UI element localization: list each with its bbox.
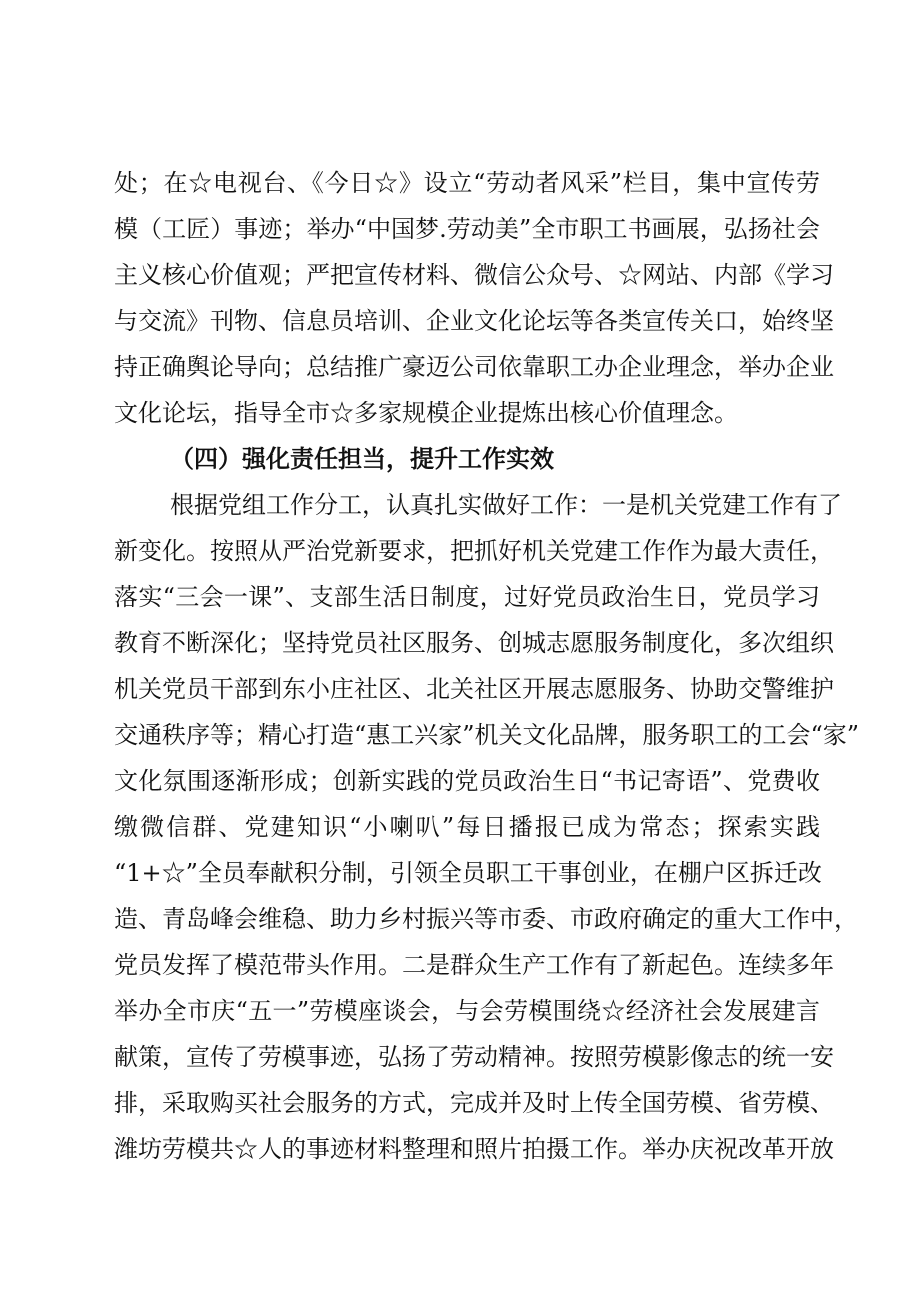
text-line: 与交流》刊物、信息员培训、企业文化论坛等各类宣传关口，始终坚: [114, 307, 834, 335]
text-line: 处；在☆电视台、《今日☆》设立“劳动者风采”栏目，集中宣传劳: [114, 169, 820, 197]
text-line: 新变化。按照从严治党新要求，把抓好机关党建工作作为最大责任，: [114, 537, 834, 565]
text-line: 根据党组工作分工，认真扎实做好工作：一是机关党建工作有了: [170, 491, 842, 519]
text-line: 模（工匠）事迹；举办“中国梦.劳动美”全市职工书画展，弘扬社会: [114, 215, 820, 243]
text-line: 机关党员干部到东小庄社区、北关社区开展志愿服务、协助交警维护: [114, 675, 834, 703]
text-line: “1+☆”全员奉献积分制，引领全员职工干事创业，在棚户区拆迁改: [114, 859, 822, 887]
text-line: 潍坊劳模共☆人的事迹材料整理和照片拍摄工作。举办庆祝改革开放: [114, 1135, 834, 1163]
text-line: 缴微信群、党建知识“小喇叭”每日播报已成为常态；探索实践: [114, 813, 820, 841]
text-line: 造、青岛峰会维稳、助力乡村振兴等市委、市政府确定的重大工作中，: [114, 905, 858, 933]
text-line: 持正确舆论导向；总结推广豪迈公司依靠职工办企业理念，举办企业: [114, 353, 834, 381]
text-line: 教育不断深化；坚持党员社区服务、创城志愿服务制度化，多次组织: [114, 629, 834, 657]
text-line: 文化氛围逐渐形成；创新实践的党员政治生日“书记寄语”、党费收: [114, 767, 820, 795]
text-line: 落实“三会一课”、支部生活日制度，过好党员政治生日，党员学习: [114, 583, 820, 611]
text-line: 交通秩序等；精心打造“惠工兴家”机关文化品牌，服务职工的工会“家”: [114, 721, 860, 749]
text-line: 献策，宣传了劳模事迹，弘扬了劳动精神。按照劳模影像志的统一安: [114, 1043, 834, 1071]
text-line: 文化论坛，指导全市☆多家规模企业提炼出核心价值理念。: [114, 399, 738, 427]
paragraph-responsibility: [114, 482, 860, 1172]
document-body: [114, 160, 860, 1172]
text-line: 主义核心价值观；严把宣传材料、微信公众号、☆网站、内部《学习: [114, 261, 834, 289]
paragraph-publicity: [114, 160, 834, 436]
text-line: 举办全市庆“五一”劳模座谈会，与会劳模围绕☆经济社会发展建言: [114, 997, 820, 1025]
text-line: 排，采取购买社会服务的方式，完成并及时上传全国劳模、省劳模、: [114, 1089, 834, 1117]
text-line: 党员发挥了模范带头作用。二是群众生产工作有了新起色。连续多年: [114, 951, 834, 979]
section-heading: （四）强化责任担当，提升工作实效: [170, 445, 554, 473]
